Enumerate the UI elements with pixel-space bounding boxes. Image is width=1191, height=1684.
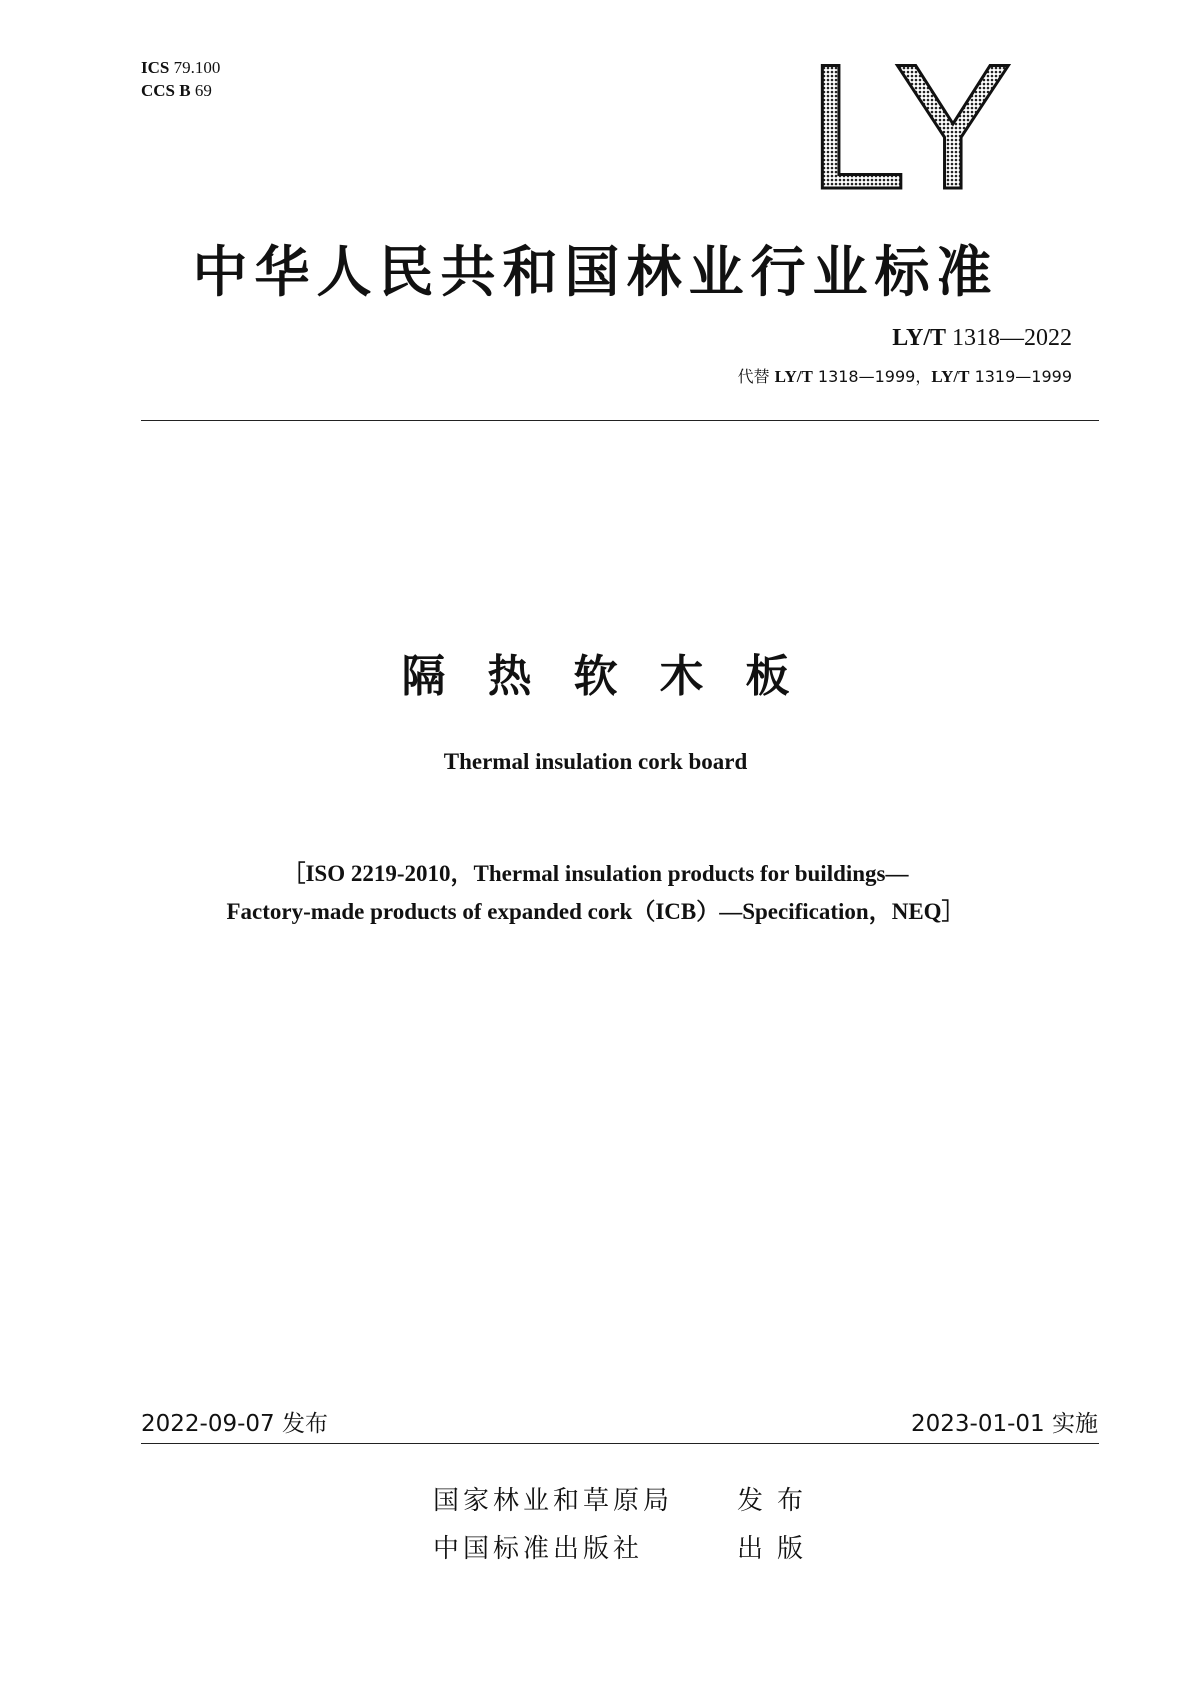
standard-code: 1318—2022: [952, 325, 1072, 351]
issue-action: 发布: [737, 1486, 818, 1516]
ccs-value: 69: [194, 81, 212, 100]
publishing-house: 中国标准出版社: [433, 1534, 644, 1564]
standard-number: [892, 325, 1072, 352]
effective-date: 2023-01-01 实施: [911, 1411, 1098, 1437]
ics-code: [141, 56, 220, 79]
ics-value: 79.100: [173, 58, 221, 77]
ccs-letter: B: [179, 81, 191, 100]
ly-logo-text: LY: [807, 58, 1013, 193]
equivalence-statement: [0, 855, 1191, 931]
equivalence-line-1: ［ISO 2219-2010，Thermal insulation products for buildings—: [282, 861, 909, 886]
standard-prefix: LY/T: [892, 325, 946, 351]
classification-codes: [141, 56, 220, 102]
replaces-number-2: 1319—1999: [974, 367, 1072, 386]
publish-action: 出版: [737, 1534, 818, 1564]
replaces-prefix-1: LY/T: [774, 367, 813, 386]
equivalence-line-2: Factory-made products of expanded cork（ICB）—Specification，NEQ］: [226, 899, 965, 924]
ics-label: ICS: [141, 58, 170, 77]
document-title-english: Thermal insulation cork board: [443, 749, 748, 774]
ccs-code: [141, 79, 220, 102]
replaces-label: 代替: [737, 367, 770, 386]
footer-divider: [141, 1443, 1099, 1444]
publisher-actions: [737, 1477, 817, 1573]
replaces-prefix-2: LY/T: [931, 367, 970, 386]
issue-date: 2022-09-07 发布: [141, 1411, 328, 1437]
page-title: 中华人民共和国林业行业标准: [192, 240, 999, 304]
document-title-chinese: 隔热软木板: [401, 651, 832, 702]
issuing-authority: 国家林业和草原局: [433, 1486, 674, 1516]
replaces-separator: ，: [915, 367, 932, 386]
ly-logo: [790, 58, 1030, 193]
ccs-label: CCS: [141, 81, 176, 100]
replaces-number-1: 1318—1999: [817, 367, 916, 386]
header-divider: [141, 420, 1099, 421]
publisher-organizations: [433, 1477, 673, 1573]
replaces-line: [738, 364, 1072, 387]
